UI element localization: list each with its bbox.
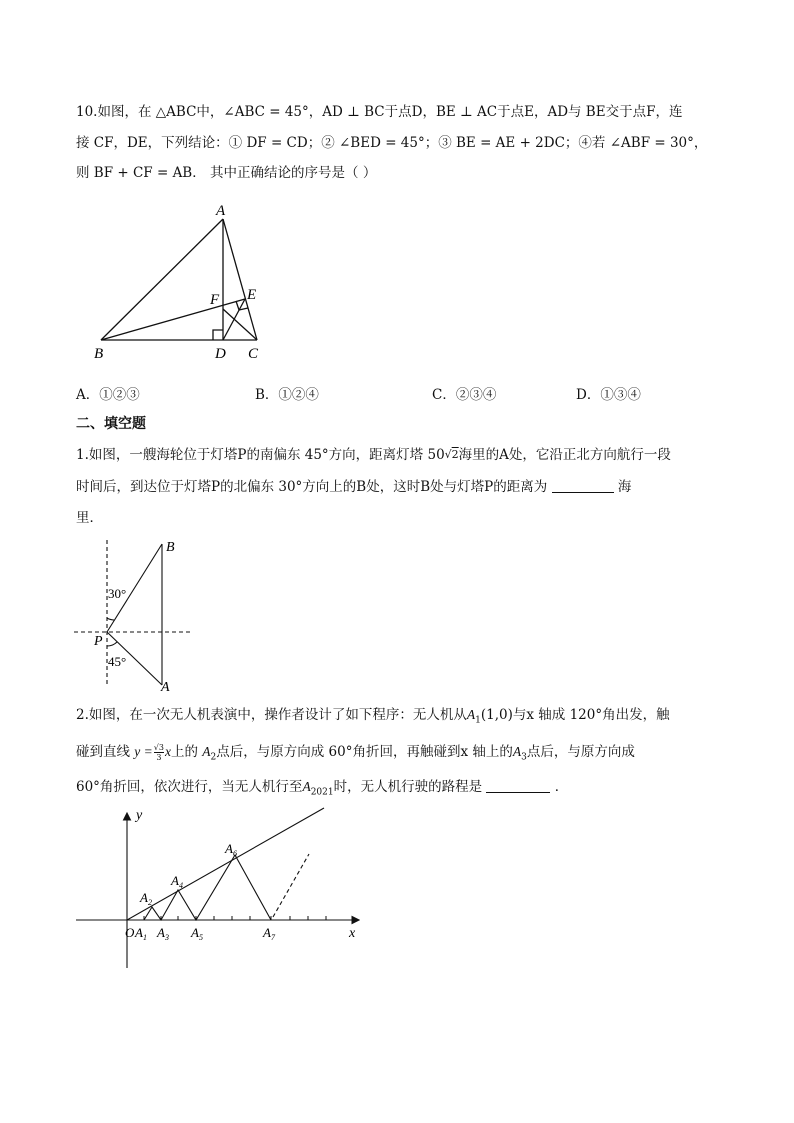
label-a: A: [161, 680, 170, 695]
segment-de: [223, 299, 245, 340]
axis-label-y: y: [136, 808, 143, 823]
q10-options: [76, 383, 676, 403]
drone-path: [144, 855, 271, 920]
q2-drone-path-figure: [74, 806, 364, 971]
q2-text-line-1: 2.如图，在一次无人机表演中，操作者设计了如下程序：无人机从$A_1(1,0)$与x 轴成 120°角出发，触: [76, 707, 670, 726]
axis-label-x: x: [349, 926, 356, 941]
label-f: F: [210, 292, 220, 308]
angle-arc-top: [107, 618, 114, 620]
drone-path-continuation: [273, 854, 309, 917]
label-a6: $A_6$: [225, 841, 237, 858]
q1-text-line-2: 时间后，到达位于灯塔P的北偏东 30°方向上的B处，这时B处与灯塔P的距离为 海: [76, 479, 632, 495]
label-a: A: [216, 203, 226, 219]
origin-label-o: O: [125, 925, 135, 940]
option-d[interactable]: D．①③④: [576, 387, 641, 403]
label-a4: $A_4$: [171, 873, 183, 890]
label-a2: $A_2$: [140, 890, 152, 907]
option-a[interactable]: A．①②③: [76, 387, 140, 403]
angle-arc-bottom: [107, 642, 117, 646]
label-c: C: [248, 346, 259, 362]
line-y-sqrt3-over-3-x: [127, 808, 324, 920]
segment-ab: [101, 219, 223, 340]
q10-text-line-3: 则 BF + CF = AB． 其中正确结论的序号是（ ）: [76, 165, 377, 181]
q2-text-line-3: 60°角折回，依次进行，当无人机行至$A_{2021}$时，无人机行驶的路程是 ．: [76, 779, 569, 798]
label-e: E: [247, 287, 257, 303]
q1-text-line-3: 里．: [76, 510, 103, 526]
label-b: B: [94, 346, 104, 362]
q10-text-line-2: 接 CF，DE，下列结论：① DF = CD；② ∠BED = 45°；③ BE = AE + 2DC；④若 ∠ABF = 30°，: [76, 135, 708, 151]
segment-ac: [223, 219, 257, 340]
q1-lighthouse-figure: [70, 535, 200, 697]
q1-text-line-1: 1.如图，一艘海轮位于灯塔P的南偏东 45°方向，距离灯塔 50√2海里的A处，它沿正北方向航行一段: [76, 447, 671, 463]
angle-label-45: 45°: [108, 654, 127, 669]
q10-triangle-figure: [90, 196, 280, 368]
label-a5: $A_5$: [191, 925, 203, 942]
label-p: P: [94, 634, 103, 649]
q2-text-line-2: 碰到直线 y = $\frac{√3}{3}$ x上的 $A_2$点后，与原方向成 60°角折回，再触碰到x 轴上的$A_3$点后，与原方向成: [76, 743, 635, 763]
option-c[interactable]: C．②③④: [432, 387, 497, 403]
q2-answer-blank[interactable]: [486, 778, 550, 793]
segment-cf: [223, 309, 257, 340]
label-a1: $A_1$: [135, 925, 147, 942]
label-a7: $A_7$: [263, 925, 275, 942]
q1-answer-blank[interactable]: [552, 478, 614, 493]
section-heading: 二、填空题: [76, 416, 146, 432]
label-a3: $A_3$: [157, 925, 169, 942]
angle-label-30: 30°: [108, 586, 127, 601]
right-angle-mark-d: [213, 330, 223, 340]
option-b[interactable]: B．①②④: [255, 387, 319, 403]
label-b: B: [166, 540, 175, 555]
q10-text-line-1: 10.如图，在 △ABC中，∠ABC = 45°，AD ⊥ BC于点D，BE ⊥ AC于点E，AD与 BE交于点F，连: [76, 104, 683, 120]
label-d: D: [215, 346, 226, 362]
